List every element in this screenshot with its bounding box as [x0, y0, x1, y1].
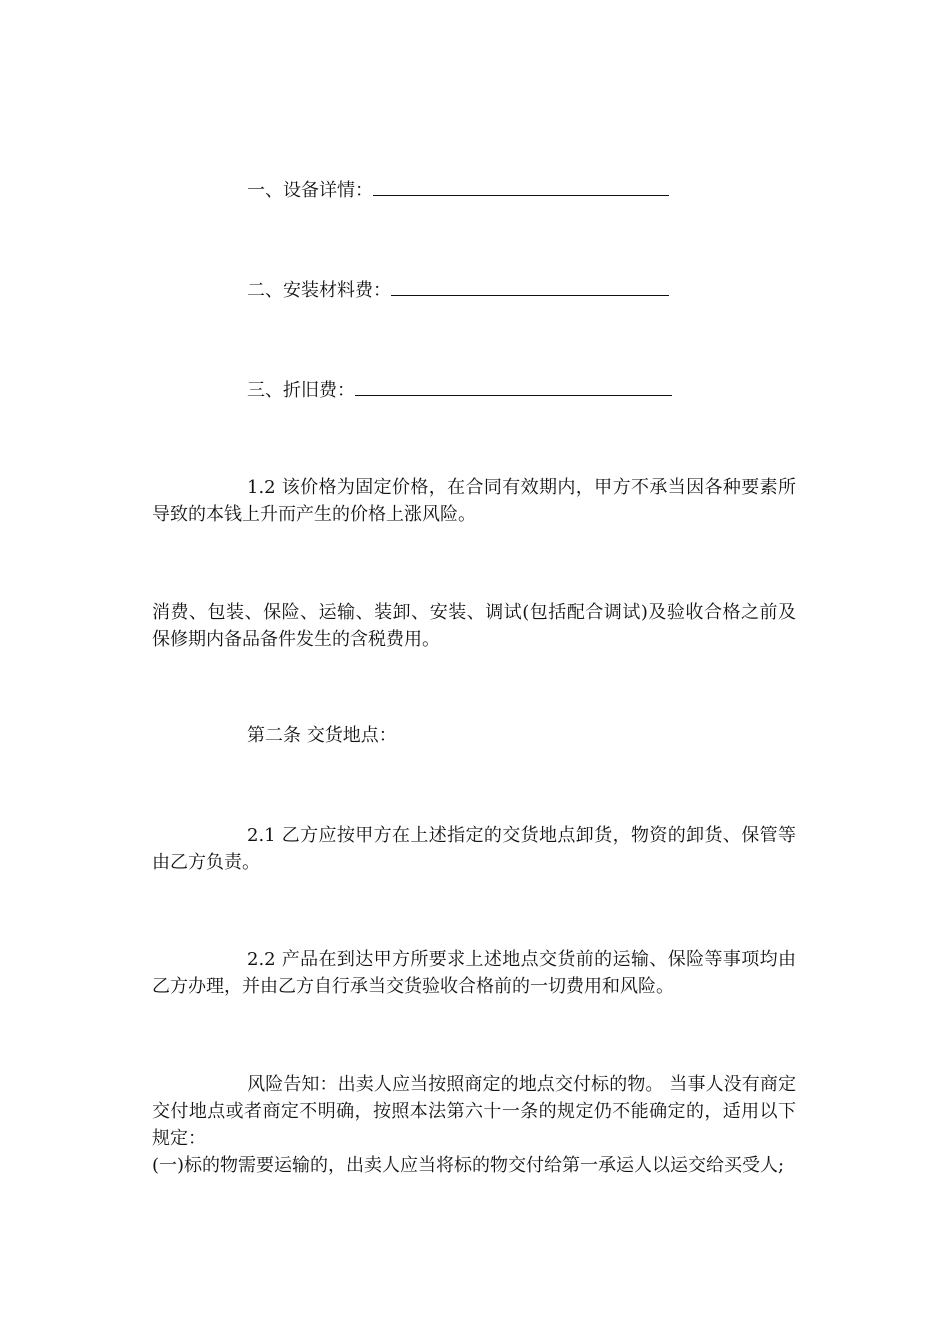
field-label: 二、安装材料费：	[247, 280, 391, 301]
clause-2-1	[152, 822, 796, 876]
risk-item-text: (一)标的物需要运输的，出卖人应当将标的物交付给第一承运人以运交给买受人;	[152, 1155, 785, 1176]
clause-1-2	[152, 474, 796, 528]
field-label: 三、折旧费：	[247, 380, 355, 401]
clause-text: 2.2 产品在到达甲方所要求上述地点交货前的运输、保险等事项均由乙方办理，并由乙方自行承当交货验收合格前的一切费用和风险。	[152, 949, 796, 997]
field-label: 一、设备详情：	[247, 180, 373, 201]
clause-text: 2.1 乙方应按甲方在上述指定的交货地点卸货，物资的卸货、保管等由乙方负责。	[152, 825, 796, 873]
article-2-title: 第二条 交货地点：	[247, 725, 397, 746]
fill-blank[interactable]	[391, 275, 669, 296]
risk-notice	[152, 1071, 796, 1152]
fill-blank[interactable]	[355, 375, 672, 396]
clause-text: 1.2 该价格为固定价格，在合同有效期内，甲方不承当因各种要素所导致的本钱上升而产生的价格上涨风险。	[152, 477, 796, 525]
risk-item-1	[152, 1152, 796, 1179]
fill-blank[interactable]	[373, 175, 669, 196]
risk-notice-text: 风险告知：出卖人应当按照商定的地点交付标的物。 当事人没有商定交付地点或者商定不明确，按照本法第六十一条的规定仍不能确定的，适用以下规定：	[152, 1074, 796, 1149]
clause-2-2	[152, 946, 796, 1000]
field-equipment-details	[247, 175, 669, 204]
costs-included-paragraph	[152, 599, 796, 653]
field-depreciation-fee	[247, 375, 672, 404]
field-installation-material-fee	[247, 275, 669, 304]
paragraph-text: 消费、包装、保险、运输、装卸、安装、调试(包括配合调试)及验收合格之前及保修期内备品备件发生的含税费用。	[152, 602, 796, 650]
